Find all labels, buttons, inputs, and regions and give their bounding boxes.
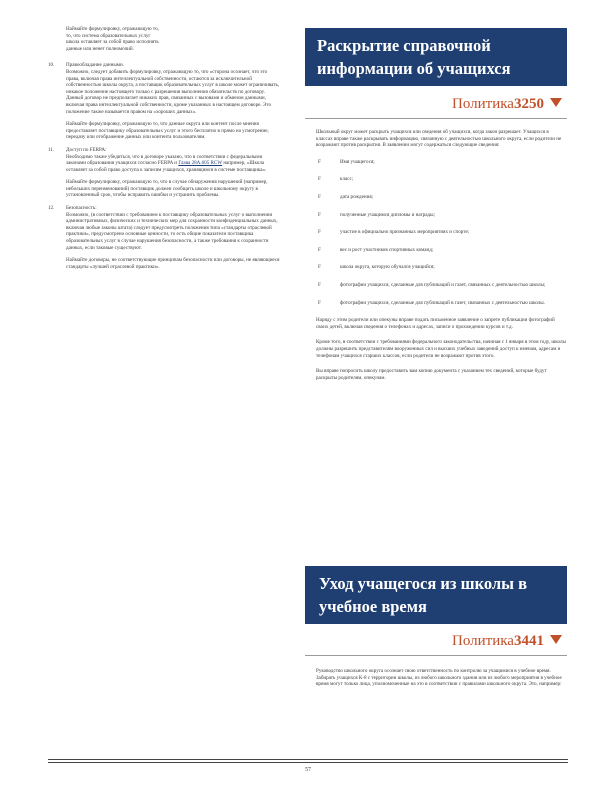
section1-paragraph: Наряду с этим родители или опекуны вправе подать письменное заявление о запрете публикации фотографий своих детей, включая сведения о телефонах и адресах, записи о прохождении курсов и т.д. (316, 317, 555, 330)
policy-number: 3441 (513, 633, 544, 649)
section2-body (316, 668, 566, 694)
intro-line: школа оставляет за собой право исполнять (66, 39, 159, 46)
page-number: 57 (305, 767, 311, 773)
section1-paragraph: Кроме того, в соответствии с требованиями федерального законодательства, начиная с 1 января в этом году, школы должны разрешить представителям вооруженных сил и высших учебных заведений доступ к именам, адресам и телефонам учащихся старших классов, если родители не возражают против этого. (316, 339, 566, 359)
section2-rule (305, 655, 567, 656)
section2-title-line1: Уход учащегося из школы в (319, 574, 528, 593)
item-paragraph: Возможно, (в соответствии с требованием к поставщику образовательных услуг о выполнении административных, физических и технических мер для сохранности конфиденциальных данных, включая любые законы штата) следует предусмотреть положения типа «стандарты отраслевой практики», предусмотрено основные ценности, то есть общие показатели поставщика образовательных услуг в случае нарушения безопасности, а также требования к сохранности данных, если таковые существуют. (66, 211, 278, 251)
list-item-12 (48, 205, 280, 270)
intro-line: данные или ненет полномочий. (66, 45, 134, 52)
item-text: например, «Школа оставляет за собой право доступа к записям учащихся, хранящимся в системе поставщика». (66, 160, 267, 173)
item-paragraph: Возможно, следует добавить формулировку, отражающую то, что «сторона осознает, что это права, включая права интеллектуальной собственности, остаются за исключительной собственностью школы округа, а поставщик образовательных услуг в школе может ограничивать, никакое положение настоящего только с разрешения выполнения обязательств по договору. Данный договор не предполагает никаких прав, связанных с вызовами и обменом данными, включая права интеллектуальной собственности, кроме указанных в настоящем договоре. Это положение также называется правом на «хороших данных». (66, 68, 280, 115)
list-item: F Имя учащегося; (318, 158, 375, 165)
triangle-down-icon (550, 98, 562, 107)
list-item: F фотографии учащихся, сделанные для публикаций в газет, связанных с деятельностью школы. (318, 299, 545, 306)
section2-title-line2: учебное время (319, 597, 427, 616)
item-title: Доступ по FERPA: (66, 146, 107, 153)
item-number: 12. (48, 205, 55, 212)
item-paragraph: Наймайте договоры, не соответствующие принципам безопасности или договоры, не являющиеся стандарты «лучшей отраслевой практики». (66, 257, 280, 270)
policy-label: Политика (452, 633, 514, 649)
footer-rule-2 (48, 762, 568, 763)
list-item: F полученные учащимся дипломы и награды; (318, 211, 435, 218)
list-item: F фотографии учащихся, сделанные для публикаций и газет, связанных с деятельностью школы; (318, 281, 546, 288)
intro-line: Наймайте формулировку, отражающую то, (66, 26, 159, 32)
item-paragraph: Наймайте формулировку, отражающую то, что в случае обнаружения нарушений (например, небольших переименований) поставщик должен сообщить школе и школьному округу в установленный срок, чтобы исправить ошибки и устранить проблемы. (66, 179, 268, 199)
item-paragraph (66, 154, 280, 174)
item-paragraph: Наймайте формулировку, отражающую то, что данные округа или контент после мнения предоставляет поставщику образовательных услуг и этого бесплатно в прямо на усмотрение, передачу или отображение данных или контента пользователям. (66, 121, 269, 141)
list-item-10 (48, 62, 280, 141)
list-item: F вес и рост участников спортивных команд; (318, 246, 434, 253)
footer-rule (48, 759, 568, 760)
list-item: F дата рождения; (318, 193, 374, 200)
section1-intro: Школьный округ может раскрыть учащихся или сведения об учащихся, когда закон разрешает. Учащихся в классах вправе также раскрывать информацию, связанную с деятельностью школьного округа, если родители не возражают против раскрытия. В заявлении могут содержаться следующие сведения: (316, 129, 562, 149)
intro-line: то, что система образовательных услуг (66, 32, 151, 39)
left-column (48, 26, 280, 276)
section2-banner (305, 566, 567, 624)
list-item: F школа округа, которую обучался учащийся; (318, 264, 435, 271)
item-number: 10. (48, 62, 55, 69)
section2-policy (452, 633, 562, 650)
policy-label: Политика (452, 96, 514, 112)
item-number: 11. (48, 146, 55, 153)
list-item: F класс; (318, 176, 354, 183)
section2-paragraph: Руководство школьного округа осознает свою ответственность по контролю за учащимися в учебное время. Забирать учащихся К-8 с территории школы, из любого школьного здания или из любого мероприятия в учебное время могут только лица, уполномоченные на это в соответствии с правилами школьного округа. Это, например: (316, 668, 562, 688)
item-title: Правообладание данными. (66, 62, 125, 69)
list-item: F участие в официально признанных мероприятиях и спорте; (318, 229, 470, 236)
section1-paragraph: Вы вправе попросить школу предоставить вам копию документа с указанием тех сведений, которые будут раскрыты родителям, опекунам. (316, 368, 547, 381)
policy-number: 3250 (513, 96, 544, 112)
section1-title-line1: Раскрытие справочной (317, 36, 491, 55)
rcw-link[interactable]: Глава 28А.605 RCW (178, 160, 223, 167)
triangle-down-icon (550, 635, 562, 644)
section1-policy (452, 96, 562, 113)
section1-body (316, 129, 566, 387)
list-item-11 (48, 147, 280, 199)
item-text: Необходимо также убедиться, что в договоре указано, что в соответствии с федеральными законами образования учащихся согласно FERPA и (66, 153, 263, 167)
section1-title-line2: информации об учащихся (317, 59, 511, 78)
section1-rule (305, 118, 567, 119)
section1-banner (305, 28, 567, 86)
item-title: Безопасность: (66, 205, 97, 212)
intro-block (48, 26, 280, 52)
